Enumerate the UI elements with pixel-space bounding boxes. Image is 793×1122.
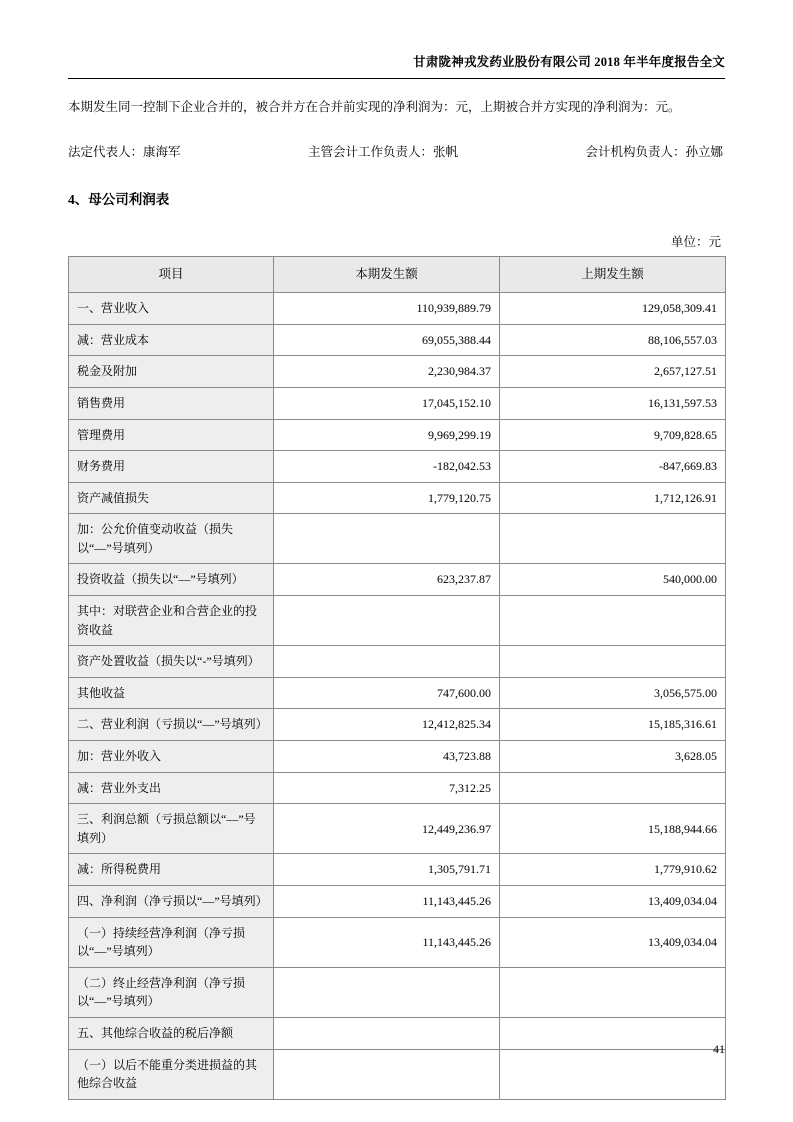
row-current-amount: 623,237.87 (274, 564, 500, 596)
row-current-amount: 110,939,889.79 (274, 293, 500, 325)
row-current-amount: 11,143,445.26 (274, 886, 500, 918)
table-row (69, 967, 726, 1017)
page-number: 41 (713, 1042, 725, 1056)
row-previous-amount: -847,669.83 (500, 451, 726, 483)
row-previous-amount: 16,131,597.53 (500, 387, 726, 419)
row-previous-amount: 1,712,126.91 (500, 482, 726, 514)
row-current-amount: 747,600.00 (274, 677, 500, 709)
row-label: 投资收益（损失以“—”号填列） (69, 564, 274, 596)
page-content (68, 90, 725, 1100)
table-row (69, 419, 726, 451)
unit-label: 单位：元 (670, 234, 721, 249)
header-divider (68, 78, 725, 79)
row-previous-amount: 88,106,557.03 (500, 324, 726, 356)
row-label: 销售费用 (69, 387, 274, 419)
row-current-amount: 17,045,152.10 (274, 387, 500, 419)
table-row (69, 387, 726, 419)
row-previous-amount: 13,409,034.04 (500, 917, 726, 967)
table-row (69, 514, 726, 564)
row-label: （一）持续经营净利润（净亏损以“—”号填列） (69, 917, 274, 967)
table-row (69, 451, 726, 483)
table-row (69, 804, 726, 854)
row-previous-amount (500, 646, 726, 678)
table-row (69, 709, 726, 741)
table-row (69, 356, 726, 388)
row-previous-amount: 3,628.05 (500, 741, 726, 773)
legal-representative: 法定代表人：康海军 (68, 144, 181, 159)
row-current-amount (274, 646, 500, 678)
page-header: 甘肃陇神戎发药业股份有限公司 2018 年半年度报告全文 (413, 55, 725, 69)
row-label: （二）终止经营净利润（净亏损以“—”号填列） (69, 967, 274, 1017)
table-row (69, 596, 726, 646)
row-previous-amount: 3,056,575.00 (500, 677, 726, 709)
income-statement-table (68, 256, 726, 1100)
column-header-previous: 上期发生额 (500, 256, 726, 292)
table-row (69, 854, 726, 886)
row-label: 税金及附加 (69, 356, 274, 388)
row-current-amount: 2,230,984.37 (274, 356, 500, 388)
column-header-current: 本期发生额 (274, 256, 500, 292)
row-current-amount: 7,312.25 (274, 772, 500, 804)
row-previous-amount (500, 772, 726, 804)
row-previous-amount (500, 596, 726, 646)
row-label: 资产处置收益（损失以“-”号填列） (69, 646, 274, 678)
section-title: 4、母公司利润表 (68, 191, 170, 207)
row-label: 其中：对联营企业和合营企业的投资收益 (69, 596, 274, 646)
row-label: 一、营业收入 (69, 293, 274, 325)
row-label: 加：公允价值变动收益（损失以“—”号填列） (69, 514, 274, 564)
row-current-amount: 1,305,791.71 (274, 854, 500, 886)
row-previous-amount: 1,779,910.62 (500, 854, 726, 886)
row-current-amount (274, 596, 500, 646)
row-previous-amount: 15,188,944.66 (500, 804, 726, 854)
table-body (69, 293, 726, 1100)
row-label: 三、利润总额（亏损总额以“—”号填列） (69, 804, 274, 854)
row-previous-amount (500, 967, 726, 1017)
row-current-amount: 69,055,388.44 (274, 324, 500, 356)
row-current-amount: 43,723.88 (274, 741, 500, 773)
row-label: 四、净利润（净亏损以“—”号填列） (69, 886, 274, 918)
row-previous-amount: 15,185,316.61 (500, 709, 726, 741)
row-current-amount (274, 514, 500, 564)
table-row (69, 677, 726, 709)
table-row (69, 482, 726, 514)
row-previous-amount: 13,409,034.04 (500, 886, 726, 918)
row-previous-amount: 9,709,828.65 (500, 419, 726, 451)
row-current-amount: 9,969,299.19 (274, 419, 500, 451)
accounting-supervisor: 主管会计工作负责人：张帆 (307, 144, 458, 159)
table-row (69, 324, 726, 356)
row-current-amount: 12,412,825.34 (274, 709, 500, 741)
row-previous-amount: 2,657,127.51 (500, 356, 726, 388)
signatory-row (68, 142, 725, 160)
row-label: （一）以后不能重分类进损益的其他综合收益 (69, 1049, 274, 1099)
table-row (69, 564, 726, 596)
row-current-amount: 12,449,236.97 (274, 804, 500, 854)
table-row (69, 917, 726, 967)
row-current-amount (274, 967, 500, 1017)
row-previous-amount: 129,058,309.41 (500, 293, 726, 325)
accounting-institution-head: 会计机构负责人：孙立娜 (585, 144, 723, 159)
intro-paragraph: 本期发生同一控制下企业合并的，被合并方在合并前实现的净利润为：元，上期被合并方实现的净利润为：元。 (68, 100, 681, 114)
row-label: 二、营业利润（亏损以“—”号填列） (69, 709, 274, 741)
row-label: 其他收益 (69, 677, 274, 709)
row-label: 资产减值损失 (69, 482, 274, 514)
table-row (69, 886, 726, 918)
row-label: 减：营业成本 (69, 324, 274, 356)
row-label: 财务费用 (69, 451, 274, 483)
row-label: 减：营业外支出 (69, 772, 274, 804)
row-current-amount: 11,143,445.26 (274, 917, 500, 967)
row-label: 加：营业外收入 (69, 741, 274, 773)
table-row (69, 293, 726, 325)
row-label: 管理费用 (69, 419, 274, 451)
column-header-item: 项目 (69, 256, 274, 292)
row-current-amount: 1,779,120.75 (274, 482, 500, 514)
row-previous-amount (500, 514, 726, 564)
table-row (69, 646, 726, 678)
table-row (69, 772, 726, 804)
table-row (69, 741, 726, 773)
row-label: 五、其他综合收益的税后净额 (69, 1017, 274, 1049)
table-header-row (69, 256, 726, 292)
row-previous-amount: 540,000.00 (500, 564, 726, 596)
row-label: 减：所得税费用 (69, 854, 274, 886)
row-current-amount: -182,042.53 (274, 451, 500, 483)
